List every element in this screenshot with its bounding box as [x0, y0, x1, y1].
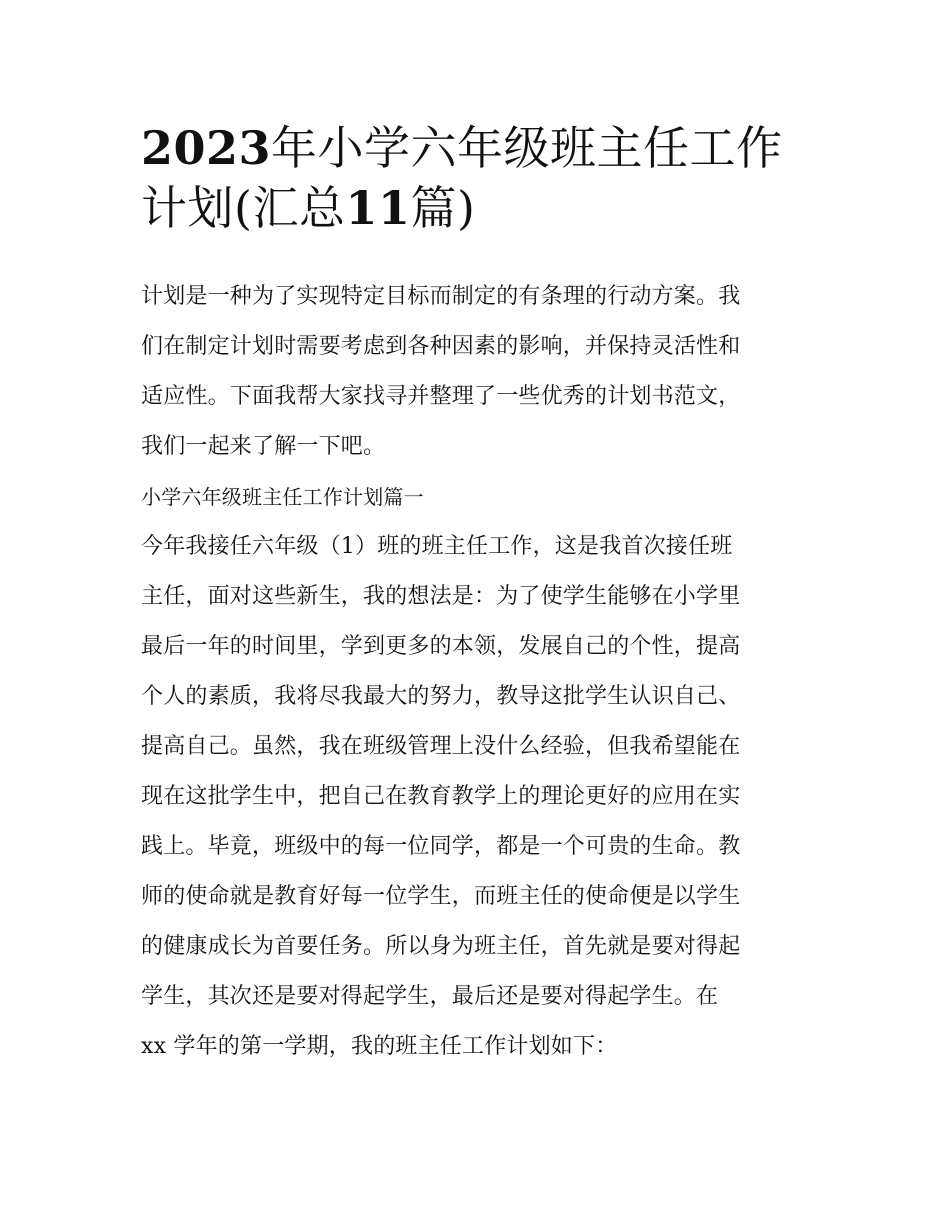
title-line-2	[141, 178, 821, 238]
section-line: 个人的素质，我将尽我最大的努力，教导这批学生认识自己、	[141, 684, 741, 709]
title-line-1	[141, 118, 821, 178]
section-line: 学生，其次还是要对得起学生，最后还是要对得起学生。在	[141, 984, 719, 1009]
title-text-2a: 计划(汇总	[141, 181, 346, 235]
section-heading: 小学六年级班主任工作计划篇一	[141, 485, 424, 509]
section-line: 现在这批学生中，把自己在教育教学上的理论更好的应用在实	[141, 784, 741, 809]
section-line: 今年我接任六年级（1）班的班主任工作，这是我首次接任班	[141, 534, 733, 559]
section-line: 师的使命就是教育好每一位学生，而班主任的使命便是以学生	[141, 884, 741, 909]
title-text-1: 年小学六年级班主任工作	[271, 121, 783, 175]
title-count: 11	[345, 181, 411, 235]
title-year: 2023	[141, 121, 272, 175]
intro-line: 我们一起来了解一下吧。	[141, 434, 386, 459]
intro-line: 们在制定计划时需要考虑到各种因素的影响，并保持灵活性和	[141, 334, 741, 359]
section-line: 的健康成长为首要任务。所以身为班主任，首先就是要对得起	[141, 934, 741, 959]
section-line: 践上。毕竟，班级中的每一位同学，都是一个可贵的生命。教	[141, 834, 741, 859]
document-title	[141, 118, 821, 238]
title-text-2b: 篇)	[410, 181, 476, 235]
intro-line: 适应性。下面我帮大家找寻并整理了一些优秀的计划书范文，	[141, 384, 741, 409]
section-line: xx 学年的第一学期，我的班主任工作计划如下：	[141, 1034, 618, 1059]
section-line: 主任，面对这些新生，我的想法是：为了使学生能够在小学里	[141, 584, 741, 609]
intro-line: 计划是一种为了实现特定目标而制定的有条理的行动方案。我	[141, 284, 741, 309]
section-line: 提高自己。虽然，我在班级管理上没什么经验，但我希望能在	[141, 734, 741, 759]
document-body	[141, 272, 821, 1072]
section-line: 最后一年的时间里，学到更多的本领，发展自己的个性，提高	[141, 634, 741, 659]
document-content	[141, 118, 821, 1072]
